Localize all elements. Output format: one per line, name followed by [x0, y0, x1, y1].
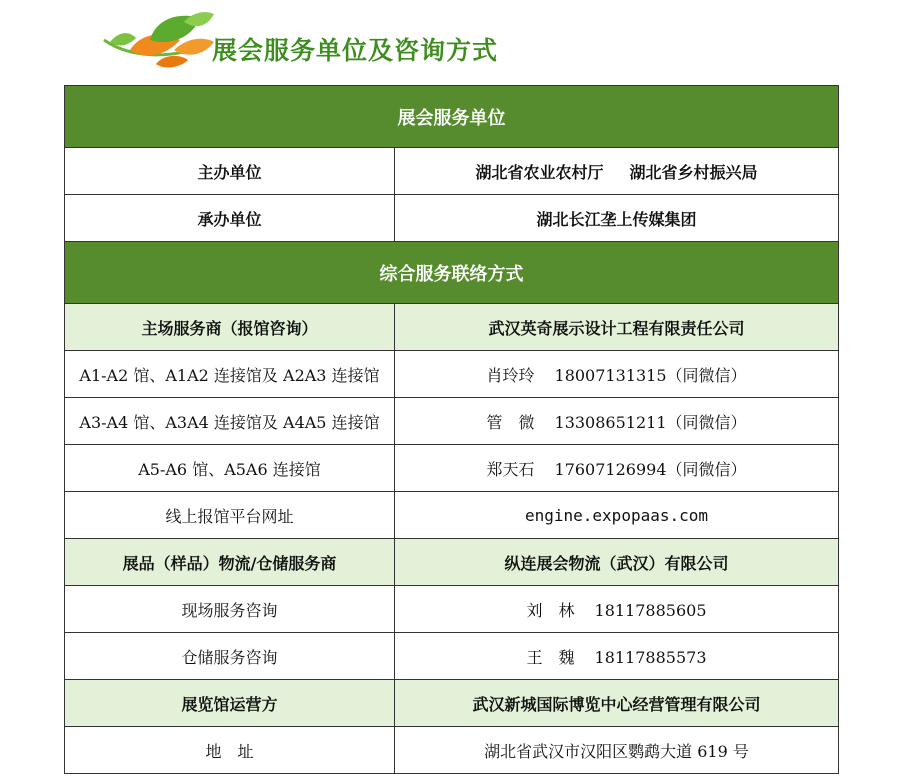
address-label: 地 址 — [65, 727, 395, 774]
coorganizer-label: 承办单位 — [65, 195, 395, 242]
host-value-1: 湖北省农业农村厅 — [475, 162, 604, 182]
section-header-contacts — [65, 242, 839, 304]
hall-contact — [395, 351, 839, 398]
contact-phone: 18117885573 — [594, 647, 707, 667]
storage-label: 仓储服务咨询 — [65, 633, 395, 680]
contact-phone: 18007131315（同微信） — [554, 365, 747, 385]
operator-label: 展览馆运营方 — [65, 680, 395, 727]
hall-contact — [395, 445, 839, 492]
section-title: 展会服务单位 — [65, 86, 839, 148]
service-info-table — [64, 85, 839, 774]
contact-phone: 17607126994（同微信） — [554, 459, 747, 479]
contact-person: 郑天石 — [486, 459, 535, 479]
contact-person: 刘 林 — [526, 600, 575, 620]
page-header — [0, 0, 906, 85]
host-label: 主办单位 — [65, 148, 395, 195]
online-platform-link[interactable]: engine.expopaas.com — [395, 492, 839, 539]
section-title: 综合服务联络方式 — [65, 242, 839, 304]
main-service-label: 主场服务商（报馆咨询） — [65, 304, 395, 351]
table-row-main-service — [65, 304, 839, 351]
main-service-company: 武汉英奇展示设计工程有限责任公司 — [395, 304, 839, 351]
table-row — [65, 445, 839, 492]
section-header-organizers — [65, 86, 839, 148]
table-row-coorganizer — [65, 195, 839, 242]
onsite-label: 现场服务咨询 — [65, 586, 395, 633]
onsite-contact — [395, 586, 839, 633]
address-value: 湖北省武汉市汉阳区鹦鹉大道 619 号 — [395, 727, 839, 774]
online-platform-label: 线上报馆平台网址 — [65, 492, 395, 539]
table-row-address — [65, 727, 839, 774]
green-orange-leaves-icon — [100, 10, 218, 74]
table-row-online — [65, 492, 839, 539]
host-value — [395, 148, 839, 195]
table-row — [65, 398, 839, 445]
page-title: 展会服务单位及咨询方式 — [212, 36, 499, 65]
hall-contact — [395, 398, 839, 445]
hall-name: A1-A2 馆、A1A2 连接馆及 A2A3 连接馆 — [65, 351, 395, 398]
table-row-host — [65, 148, 839, 195]
hall-name: A5-A6 馆、A5A6 连接馆 — [65, 445, 395, 492]
contact-person: 王 魏 — [526, 647, 575, 667]
storage-contact — [395, 633, 839, 680]
hall-name: A3-A4 馆、A3A4 连接馆及 A4A5 连接馆 — [65, 398, 395, 445]
coorganizer-value: 湖北长江垄上传媒集团 — [395, 195, 839, 242]
contact-phone: 18117885605 — [594, 600, 707, 620]
host-value-2: 湖北省乡村振兴局 — [629, 162, 758, 182]
table-row-storage — [65, 633, 839, 680]
table-row-onsite — [65, 586, 839, 633]
logistics-company: 纵连展会物流（武汉）有限公司 — [395, 539, 839, 586]
operator-company: 武汉新城国际博览中心经营管理有限公司 — [395, 680, 839, 727]
contact-person: 管 微 — [486, 412, 535, 432]
table-row-logistics — [65, 539, 839, 586]
table-row — [65, 351, 839, 398]
table-row-operator — [65, 680, 839, 727]
contact-phone: 13308651211（同微信） — [554, 412, 747, 432]
logistics-label: 展品（样品）物流/仓储服务商 — [65, 539, 395, 586]
contact-person: 肖玲玲 — [486, 365, 535, 385]
